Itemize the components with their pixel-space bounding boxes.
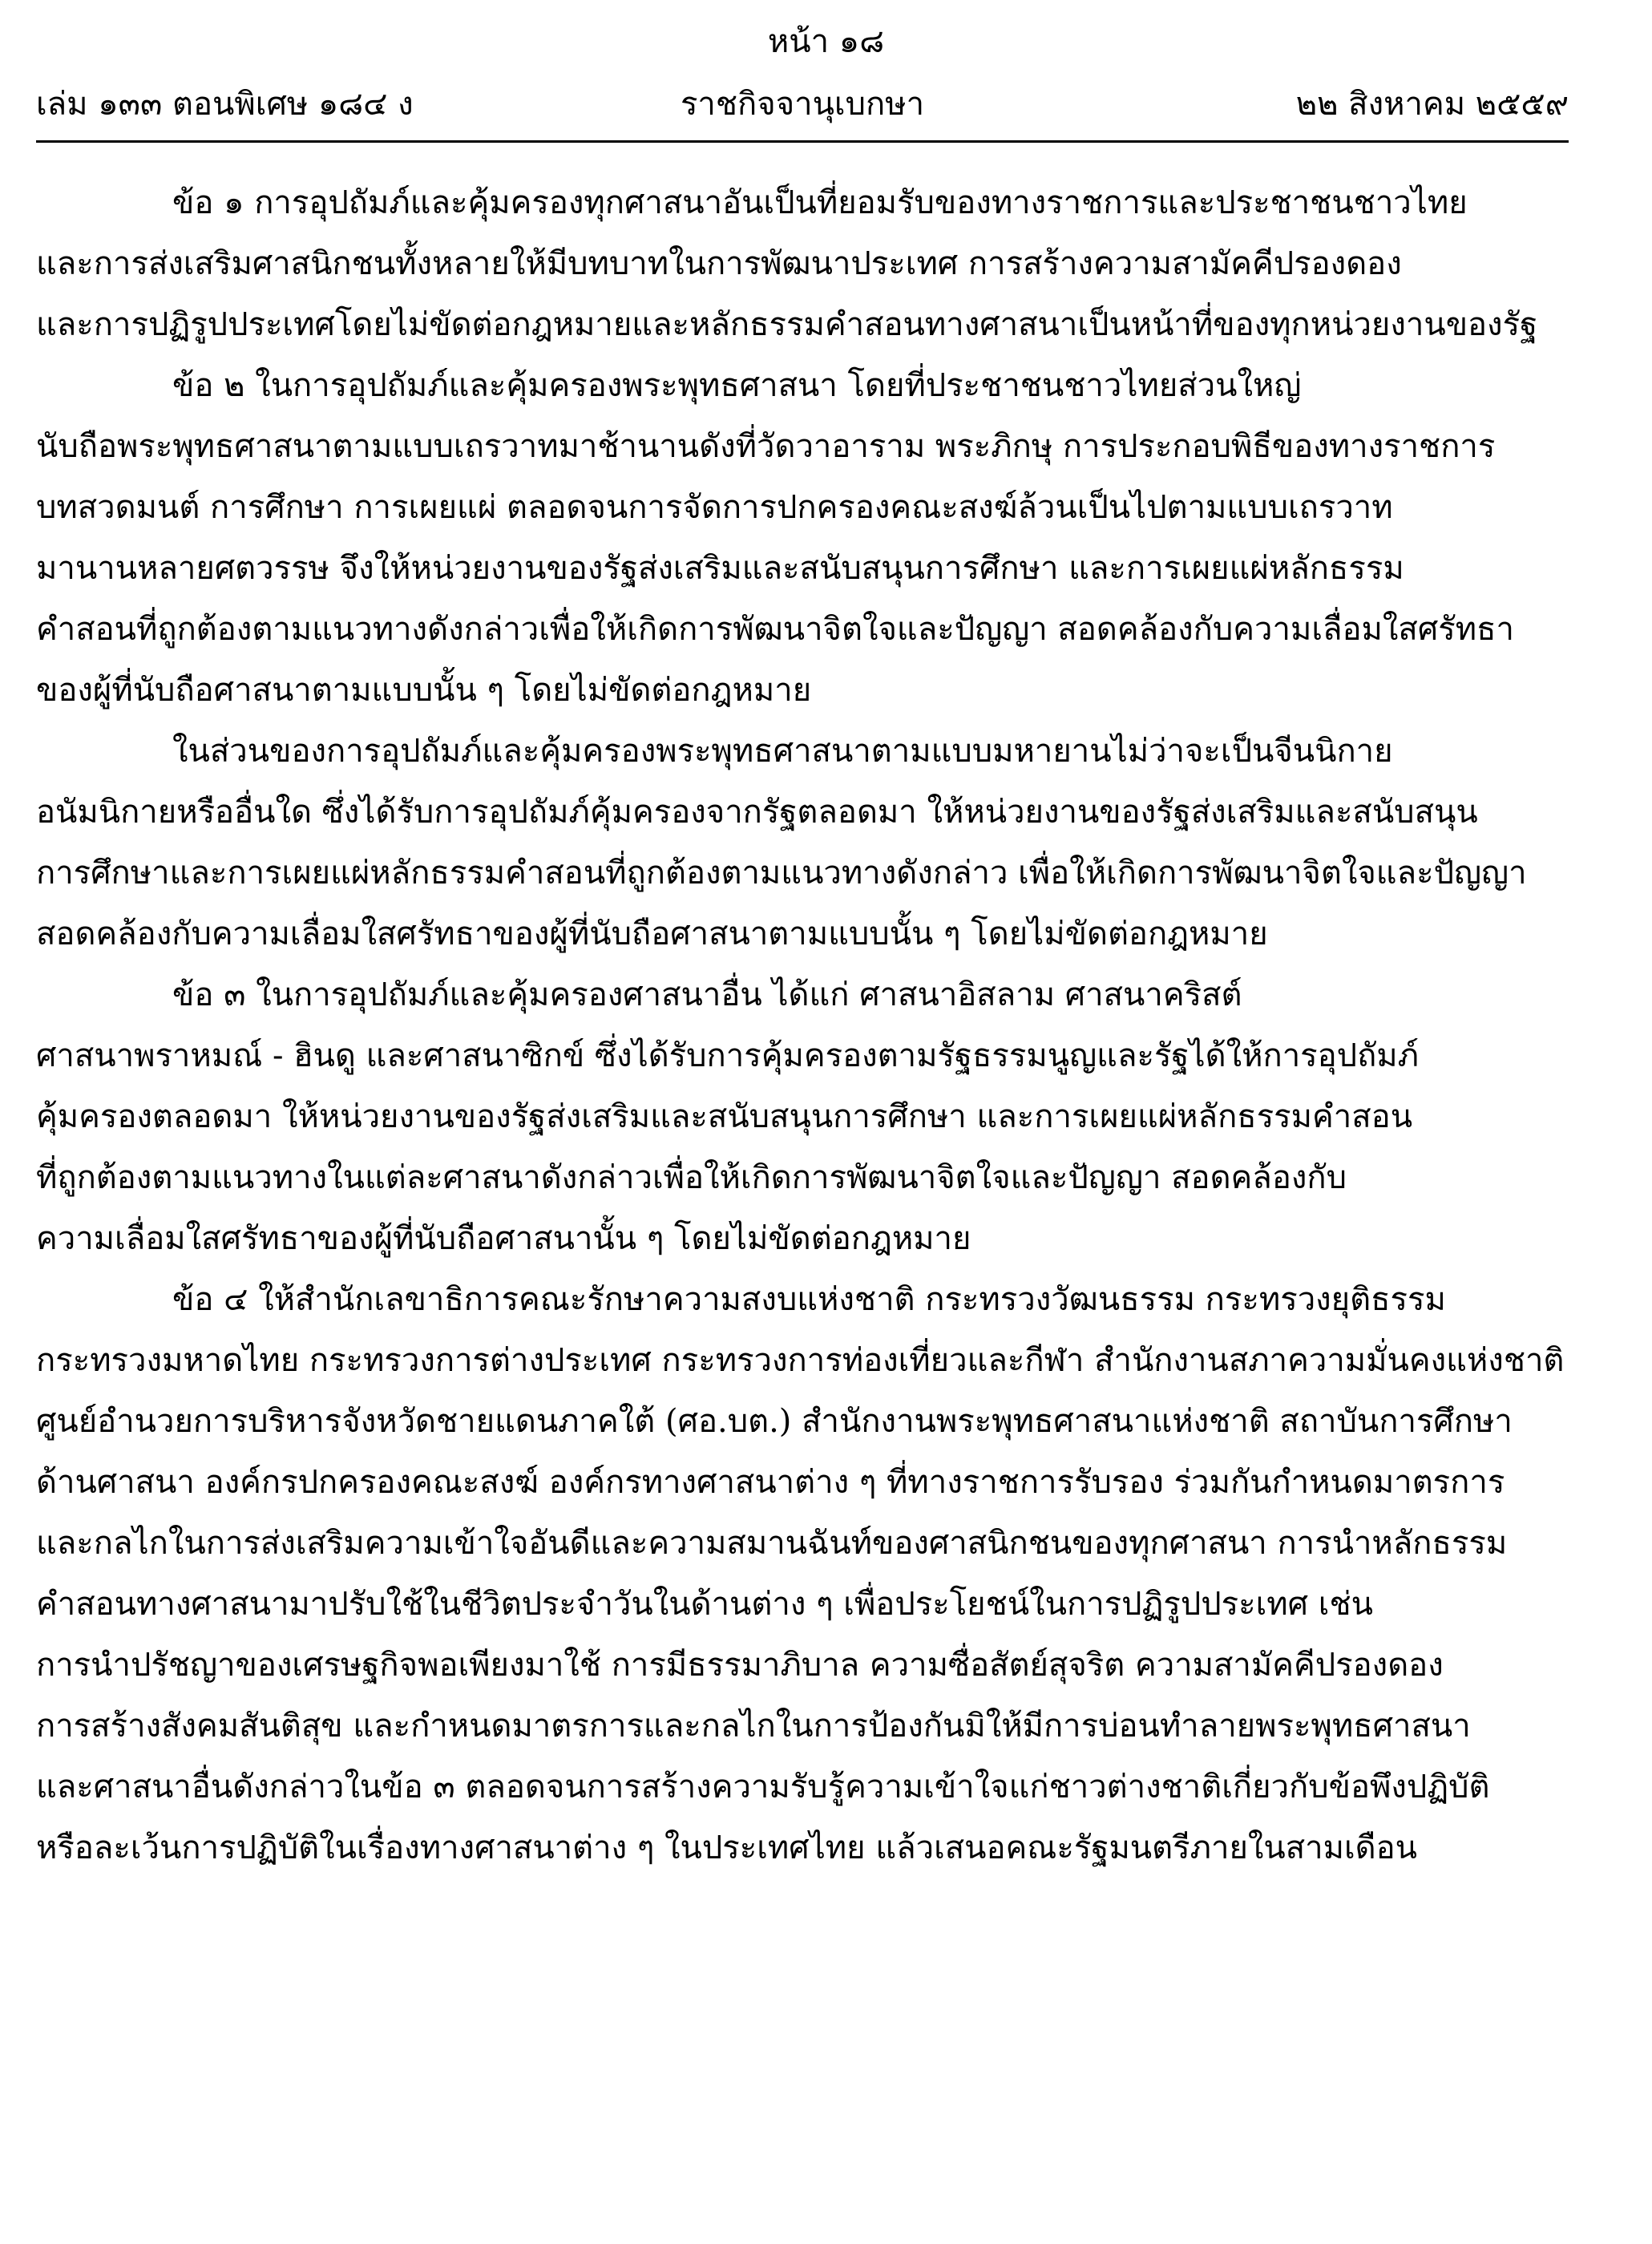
- paragraph-line: ด้านศาสนา องค์กรปกครองคณะสงฆ์ องค์กรทางศาสนาต่าง ๆ ที่ทางราชการรับรอง ร่วมกันกำหนดมาตรการ: [36, 1464, 1505, 1501]
- paragraph-line: ที่ถูกต้องตามแนวทางในแต่ละศาสนาดังกล่าวเพื่อให้เกิดการพัฒนาจิตใจและปัญญา สอดคล้องกับ: [36, 1159, 1347, 1196]
- paragraph-line: ศูนย์อำนวยการบริหารจังหวัดชายแดนภาคใต้ (ศอ.บต.) สำนักงานพระพุทธศาสนาแห่งชาติ สถาบันการศึกษา: [36, 1403, 1513, 1440]
- paragraph-line: คุ้มครองตลอดมา ให้หน่วยงานของรัฐส่งเสริมและสนับสนุนการศึกษา และการเผยแผ่หลักธรรมคำสอน: [36, 1098, 1413, 1135]
- running-header: [36, 80, 1569, 128]
- paragraph-line: คำสอนที่ถูกต้องตามแนวทางดังกล่าวเพื่อให้เกิดการพัฒนาจิตใจและปัญญา สอดคล้องกับความเลื่อมใสศรัทธา: [36, 611, 1514, 648]
- paragraph-line: มานานหลายศตวรรษ จึงให้หน่วยงานของรัฐส่งเสริมและสนับสนุนการศึกษา และการเผยแผ่หลักธรรม: [36, 550, 1404, 587]
- paragraph-line: ข้อ ๒ ในการอุปถัมภ์และคุ้มครองพระพุทธศาสนา โดยที่ประชาชนชาวไทยส่วนใหญ่: [172, 367, 1302, 404]
- publication-date: ๒๒ สิงหาคม ๒๕๕๙: [1295, 86, 1569, 123]
- paragraph-line: ข้อ ๔ ให้สำนักเลขาธิการคณะรักษาความสงบแห่งชาติ กระทรวงวัฒนธรรม กระทรวงยุติธรรม: [172, 1281, 1446, 1318]
- header-divider: [36, 140, 1569, 143]
- paragraph-line: กระทรวงมหาดไทย กระทรวงการต่างประเทศ กระทรวงการท่องเที่ยวและกีฬา สำนักงานสภาความมั่นคงแห่งชาติ: [36, 1342, 1565, 1379]
- paragraph-line: ของผู้ที่นับถือศาสนาตามแบบนั้น ๆ โดยไม่ขัดต่อกฎหมาย: [36, 672, 812, 709]
- paragraph-line: และศาสนาอื่นดังกล่าวในข้อ ๓ ตลอดจนการสร้างความรับรู้ความเข้าใจแก่ชาวต่างชาติเกี่ยวกับข้อพึงปฏิบัติ: [36, 1769, 1490, 1805]
- paragraph-line: คำสอนทางศาสนามาปรับใช้ในชีวิตประจำวันในด้านต่าง ๆ เพื่อประโยชน์ในการปฏิรูปประเทศ เช่น: [36, 1586, 1373, 1623]
- paragraph-line: และการส่งเสริมศาสนิกชนทั้งหลายให้มีบทบาทในการพัฒนาประเทศ การสร้างความสามัคคีปรองดอง: [36, 245, 1402, 282]
- paragraph-line: นับถือพระพุทธศาสนาตามแบบเถรวาทมาช้านานดังที่วัดวาอาราม พระภิกษุ การประกอบพิธีของทางราชการ: [36, 428, 1496, 465]
- paragraph-line: ข้อ ๓ ในการอุปถัมภ์และคุ้มครองศาสนาอื่น ได้แก่ ศาสนาอิสลาม ศาสนาคริสต์: [172, 976, 1242, 1013]
- paragraph-line: บทสวดมนต์ การศึกษา การเผยแผ่ ตลอดจนการจัดการปกครองคณะสงฆ์ล้วนเป็นไปตามแบบเถรวาท: [36, 489, 1393, 526]
- page-number: หน้า ๑๘: [767, 23, 885, 60]
- paragraph-line: ข้อ ๑ การอุปถัมภ์และคุ้มครองทุกศาสนาอันเป็นที่ยอมรับของทางราชการและประชาชนชาวไทย: [172, 184, 1468, 221]
- paragraph-line: หรือละเว้นการปฏิบัติในเรื่องทางศาสนาต่าง ๆ ในประเทศไทย แล้วเสนอคณะรัฐมนตรีภายในสามเดือน: [36, 1830, 1418, 1866]
- publication-title: ราชกิจจานุเบกษา: [680, 86, 925, 123]
- paragraph-line: และการปฏิรูปประเทศโดยไม่ขัดต่อกฎหมายและหลักธรรมคำสอนทางศาสนาเป็นหน้าที่ของทุกหน่วยงานของรัฐ: [36, 306, 1538, 343]
- paragraph-line: สอดคล้องกับความเลื่อมใสศรัทธาของผู้ที่นับถือศาสนาตามแบบนั้น ๆ โดยไม่ขัดต่อกฎหมาย: [36, 916, 1268, 952]
- paragraph-line: อนัมนิกายหรืออื่นใด ซึ่งได้รับการอุปถัมภ์คุ้มครองจากรัฐตลอดมา ให้หน่วยงานของรัฐส่งเสริมและสนับสนุน: [36, 794, 1478, 831]
- paragraph-line: ความเลื่อมใสศรัทธาของผู้ที่นับถือศาสนานั้น ๆ โดยไม่ขัดต่อกฎหมาย: [36, 1220, 971, 1257]
- paragraph-line: ในส่วนของการอุปถัมภ์และคุ้มครองพระพุทธศาสนาตามแบบมหายานไม่ว่าจะเป็นจีนนิกาย: [172, 733, 1393, 770]
- paragraph-line: การนำปรัชญาของเศรษฐกิจพอเพียงมาใช้ การมีธรรมาภิบาล ความซื่อสัตย์สุจริต ความสามัคคีปรองดอง: [36, 1647, 1444, 1684]
- paragraph-line: การสร้างสังคมสันติสุข และกำหนดมาตรการและกลไกในการป้องกันมิให้มีการบ่อนทำลายพระพุทธศาสนา: [36, 1708, 1471, 1745]
- paragraph-line: ศาสนาพราหมณ์ - ฮินดู และศาสนาซิกข์ ซึ่งได้รับการคุ้มครองตามรัฐธรรมนูญและรัฐได้ให้การอุปถัมภ์: [36, 1037, 1420, 1074]
- volume-issue: เล่ม ๑๓๓ ตอนพิเศษ ๑๘๔ ง: [36, 86, 414, 123]
- paragraph-line: และกลไกในการส่งเสริมความเข้าใจอันดีและความสมานฉันท์ของศาสนิกชนของทุกศาสนา การนำหลักธรรม: [36, 1525, 1508, 1562]
- paragraph-line: การศึกษาและการเผยแผ่หลักธรรมคำสอนที่ถูกต้องตามแนวทางดังกล่าว เพื่อให้เกิดการพัฒนาจิตใจและปัญญา: [36, 855, 1527, 892]
